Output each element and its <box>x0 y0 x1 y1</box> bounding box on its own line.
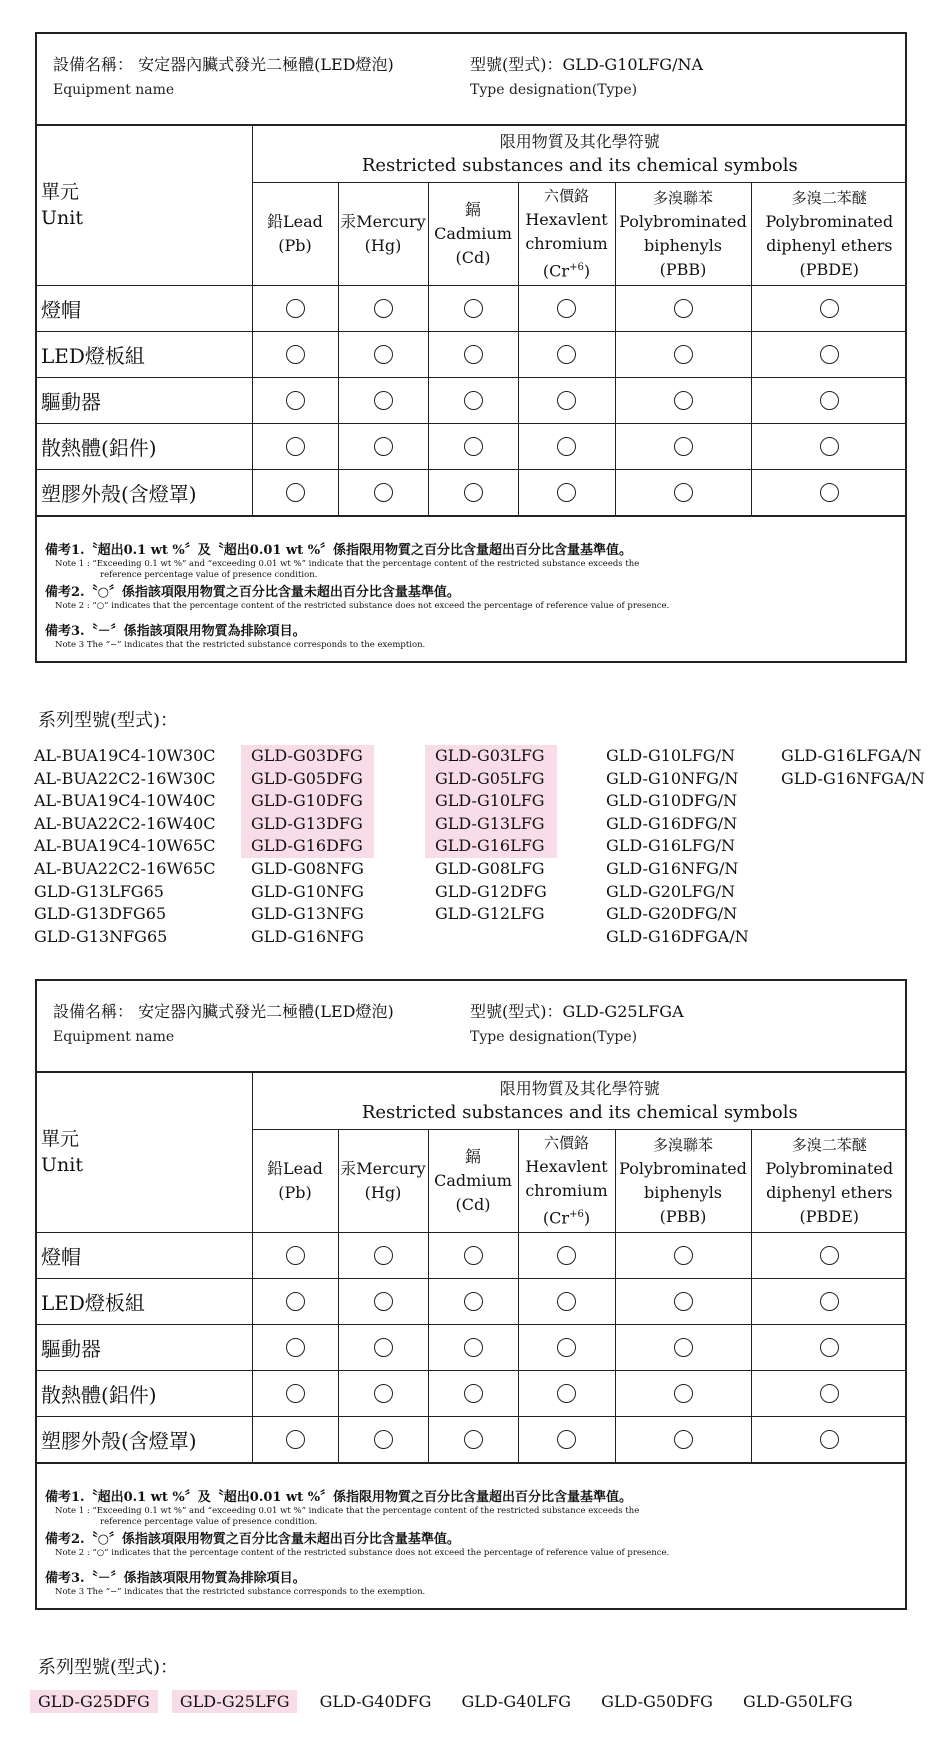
col-cadmium: 鎘Cadmium (Cd) <box>428 182 518 285</box>
equipment-name-en: Equipment name <box>53 82 175 98</box>
row-label: 驅動器 <box>37 377 252 423</box>
circle-mark-icon <box>557 345 576 364</box>
type-designation-en: Type designation(Type) <box>470 82 638 98</box>
circle-mark-icon <box>557 483 576 502</box>
circle-mark-icon <box>557 437 576 456</box>
model-item: GLD-G13LFG65 <box>34 881 164 901</box>
circle-mark-icon <box>286 345 305 364</box>
circle-mark-icon <box>464 391 483 410</box>
note-3: 備考3.〝－〞係指該項限用物質為排除項目。 <box>45 624 306 639</box>
row-label: 燈帽 <box>37 285 252 331</box>
circle-mark-icon <box>557 1384 576 1403</box>
circle-mark-icon <box>286 1246 305 1265</box>
unit-header: 單元 Unit <box>37 126 252 285</box>
series-title-2: 系列型號(型式)： <box>38 1657 179 1678</box>
circle-mark-icon <box>820 345 839 364</box>
circle-mark-icon <box>557 299 576 318</box>
model-item-highlighted: GLD-G05LFG <box>425 768 557 791</box>
rohs-table-1 <box>35 32 907 663</box>
row-label: 散熱體(鋁件) <box>37 1370 252 1416</box>
col-pbde: 多溴二苯醚 Polybrominated diphenyl ethers (PBDE) <box>751 182 907 285</box>
circle-mark-icon <box>286 1430 305 1449</box>
circle-mark-icon <box>374 1338 393 1357</box>
table-header <box>37 34 905 126</box>
circle-mark-icon <box>820 437 839 456</box>
circle-mark-icon <box>674 483 693 502</box>
col-mercury: 汞Mercury (Hg) <box>338 182 428 285</box>
circle-mark-icon <box>464 483 483 502</box>
model-item: GLD-G10NFG/N <box>606 768 739 788</box>
circle-mark-icon <box>464 299 483 318</box>
table-row <box>37 469 907 515</box>
circle-mark-icon <box>464 1292 483 1311</box>
table-header <box>37 981 905 1073</box>
col-pbb: 多溴聯苯 Polybrominated biphenyls (PBB) <box>615 1129 751 1232</box>
model-item-highlighted: GLD-G03LFG <box>425 745 557 768</box>
note-3-en: Note 3 The “−” indicates that the restricted substance corresponds to the exemption. <box>55 640 426 650</box>
type-designation: 型號(型式)：GLD-G10LFG/NA <box>470 55 704 74</box>
circle-mark-icon <box>674 299 693 318</box>
note-2: 備考2.〝○〞係指該項限用物質之百分比含量未超出百分比含量基準值。 <box>45 585 460 600</box>
note-2-en: Note 2 : “○” indicates that the percentage content of the restricted substance does not exceed the percentage of reference value of presence. <box>55 601 670 611</box>
circle-mark-icon <box>820 1430 839 1449</box>
model-item: GLD-G16DFGA/N <box>606 926 749 946</box>
row-label: 塑膠外殼(含燈罩) <box>37 469 252 515</box>
model-item: GLD-G16LFG/N <box>606 836 735 856</box>
row-label: 散熱體(鋁件) <box>37 423 252 469</box>
note-2: 備考2.〝○〞係指該項限用物質之百分比含量未超出百分比含量基準值。 <box>45 1532 460 1547</box>
circle-mark-icon <box>674 345 693 364</box>
circle-mark-icon <box>464 345 483 364</box>
model-item: AL-BUA19C4-10W30C <box>34 746 216 765</box>
model-item: AL-BUA22C2-16W65C <box>34 858 216 878</box>
circle-mark-icon <box>374 1246 393 1265</box>
note-2-en: Note 2 : “○” indicates that the percentage content of the restricted substance does not exceed the percentage of reference value of presence. <box>55 1548 670 1558</box>
col-hexavalent-chromium: 六價鉻 Hexavlent chromium $(Cr^{+6})$ <box>518 1129 615 1232</box>
circle-mark-icon <box>286 437 305 456</box>
row-label: 驅動器 <box>37 1324 252 1370</box>
model-item: GLD-G16NFGA/N <box>781 768 925 788</box>
circle-mark-icon <box>820 483 839 502</box>
circle-mark-icon <box>464 1430 483 1449</box>
model-item: GLD-G40DFG <box>319 1692 432 1711</box>
notes <box>37 1462 905 1608</box>
series-column-5 <box>771 745 935 790</box>
note-1-en-cont: reference percentage value of presence condition. <box>100 570 318 580</box>
model-item: GLD-G13DFG65 <box>34 904 167 924</box>
model-item: GLD-G20LFG/N <box>606 881 735 901</box>
model-item-highlighted: GLD-G03DFG <box>241 745 374 768</box>
series-column-3 <box>425 745 557 926</box>
row-label: LED燈板組 <box>37 1278 252 1324</box>
model-item-highlighted: GLD-G10DFG <box>241 790 374 813</box>
series-title: 系列型號(型式)： <box>38 710 179 731</box>
model-item-highlighted: GLD-G16LFG <box>425 835 557 858</box>
circle-mark-icon <box>557 1338 576 1357</box>
series-column-4 <box>596 745 759 948</box>
model-item: GLD-G08NFG <box>251 858 364 878</box>
circle-mark-icon <box>820 1338 839 1357</box>
table-row <box>37 1232 907 1278</box>
circle-mark-icon <box>286 299 305 318</box>
table-row <box>37 1416 907 1462</box>
circle-mark-icon <box>286 1338 305 1357</box>
equipment-name: 設備名稱： 安定器內臟式發光二極體(LED燈泡) <box>53 1002 394 1021</box>
col-hexavalent-chromium: 六價鉻 Hexavlent chromium $(Cr^{+6})$ <box>518 182 615 285</box>
model-item: GLD-G10DFG/N <box>606 791 738 811</box>
model-item: GLD-G16DFG/N <box>606 813 738 833</box>
col-lead: 鉛Lead (Pb) <box>252 182 338 285</box>
substance-table <box>37 126 907 515</box>
note-3-en: Note 3 The “−” indicates that the restricted substance corresponds to the exemption. <box>55 1587 426 1597</box>
circle-mark-icon <box>674 1246 693 1265</box>
circle-mark-icon <box>286 1292 305 1311</box>
equipment-name-en: Equipment name <box>53 1029 175 1045</box>
circle-mark-icon <box>464 1338 483 1357</box>
series-column-1 <box>24 745 225 948</box>
circle-mark-icon <box>374 391 393 410</box>
model-item: AL-BUA22C2-16W30C <box>34 768 216 788</box>
circle-mark-icon <box>374 437 393 456</box>
model-item: GLD-G10NFG <box>251 881 364 901</box>
model-item-highlighted: GLD-G13DFG <box>241 813 374 836</box>
rohs-table-2 <box>35 979 907 1610</box>
circle-mark-icon <box>674 437 693 456</box>
circle-mark-icon <box>820 1292 839 1311</box>
model-item: GLD-G20DFG/N <box>606 904 738 924</box>
circle-mark-icon <box>557 1246 576 1265</box>
model-item-highlighted: GLD-G05DFG <box>241 768 374 791</box>
note-3: 備考3.〝－〞係指該項限用物質為排除項目。 <box>45 1571 306 1586</box>
table-row <box>37 331 907 377</box>
model-item-highlighted: GLD-G13LFG <box>425 813 557 836</box>
model-item: GLD-G08LFG <box>435 858 545 878</box>
model-item: GLD-G10LFG/N <box>606 746 735 765</box>
model-item: AL-BUA22C2-16W40C <box>34 813 216 833</box>
row-label: LED燈板組 <box>37 331 252 377</box>
circle-mark-icon <box>286 483 305 502</box>
circle-mark-icon <box>374 483 393 502</box>
model-item: GLD-G50DFG <box>601 1692 713 1711</box>
col-pbde: 多溴二苯醚 Polybrominated diphenyl ethers (PBDE) <box>751 1129 907 1232</box>
model-item-highlighted: GLD-G25LFG <box>172 1690 298 1713</box>
table-row <box>37 1324 907 1370</box>
circle-mark-icon <box>674 1384 693 1403</box>
model-item: GLD-G40LFG <box>461 1692 572 1711</box>
note-1: 備考1.〝超出0.1 wt %〞及〝超出0.01 wt %〞係指限用物質之百分比含量超出百分比含量基準值。 <box>45 1490 633 1505</box>
row-label: 塑膠外殼(含燈罩) <box>37 1416 252 1462</box>
circle-mark-icon <box>557 1430 576 1449</box>
circle-mark-icon <box>374 1384 393 1403</box>
circle-mark-icon <box>464 1384 483 1403</box>
circle-mark-icon <box>820 299 839 318</box>
note-1-en: Note 1 : “Exceeding 0.1 wt %” and “exceeding 0.01 wt %” indicate that the percentage content of the restricted substance exceeds the <box>55 559 640 569</box>
model-item: GLD-G16LFGA/N <box>781 746 922 765</box>
equipment-name: 設備名稱： 安定器內臟式發光二極體(LED燈泡) <box>53 55 394 74</box>
note-1-en-cont: reference percentage value of presence condition. <box>100 1517 318 1527</box>
circle-mark-icon <box>557 391 576 410</box>
series-models-2 <box>30 1690 870 1713</box>
restricted-header: 限用物質及其化學符號 Restricted substances and its chemical symbols <box>252 1073 907 1129</box>
circle-mark-icon <box>820 1384 839 1403</box>
series-column-2 <box>241 745 374 948</box>
col-pbb: 多溴聯苯 Polybrominated biphenyls (PBB) <box>615 182 751 285</box>
notes <box>37 515 905 661</box>
circle-mark-icon <box>374 1430 393 1449</box>
model-item-highlighted: GLD-G16DFG <box>241 835 374 858</box>
note-1-en: Note 1 : “Exceeding 0.1 wt %” and “exceeding 0.01 wt %” indicate that the percentage content of the restricted substance exceeds the <box>55 1506 640 1516</box>
model-item: GLD-G16NFG/N <box>606 858 739 878</box>
unit-header: 單元 Unit <box>37 1073 252 1232</box>
model-item: AL-BUA19C4-10W65C <box>34 836 216 856</box>
circle-mark-icon <box>820 391 839 410</box>
type-designation: 型號(型式)：GLD-G25LFGA <box>470 1002 684 1021</box>
table-row <box>37 377 907 423</box>
model-item-highlighted: GLD-G25DFG <box>30 1690 158 1713</box>
circle-mark-icon <box>674 1430 693 1449</box>
table-row <box>37 1278 907 1324</box>
circle-mark-icon <box>464 437 483 456</box>
model-item: GLD-G50LFG <box>743 1692 853 1711</box>
circle-mark-icon <box>374 345 393 364</box>
model-item: AL-BUA19C4-10W40C <box>34 791 216 811</box>
col-mercury: 汞Mercury (Hg) <box>338 1129 428 1232</box>
model-item: GLD-G16NFG <box>251 926 364 946</box>
row-label: 燈帽 <box>37 1232 252 1278</box>
type-designation-en: Type designation(Type) <box>470 1029 638 1045</box>
model-item: GLD-G12LFG <box>435 904 545 924</box>
model-item: GLD-G13NFG65 <box>34 926 168 946</box>
circle-mark-icon <box>820 1246 839 1265</box>
restricted-header: 限用物質及其化學符號 Restricted substances and its chemical symbols <box>252 126 907 182</box>
model-item: GLD-G12DFG <box>435 881 547 901</box>
circle-mark-icon <box>674 1292 693 1311</box>
circle-mark-icon <box>374 299 393 318</box>
col-cadmium: 鎘Cadmium (Cd) <box>428 1129 518 1232</box>
circle-mark-icon <box>286 391 305 410</box>
model-item: GLD-G13NFG <box>251 904 364 924</box>
substance-table <box>37 1073 907 1462</box>
circle-mark-icon <box>674 391 693 410</box>
circle-mark-icon <box>286 1384 305 1403</box>
circle-mark-icon <box>557 1292 576 1311</box>
table-row <box>37 285 907 331</box>
model-item-highlighted: GLD-G10LFG <box>425 790 557 813</box>
note-1: 備考1.〝超出0.1 wt %〞及〝超出0.01 wt %〞係指限用物質之百分比含量超出百分比含量基準值。 <box>45 543 633 558</box>
col-lead: 鉛Lead (Pb) <box>252 1129 338 1232</box>
table-row <box>37 1370 907 1416</box>
circle-mark-icon <box>374 1292 393 1311</box>
circle-mark-icon <box>674 1338 693 1357</box>
table-row <box>37 423 907 469</box>
circle-mark-icon <box>464 1246 483 1265</box>
